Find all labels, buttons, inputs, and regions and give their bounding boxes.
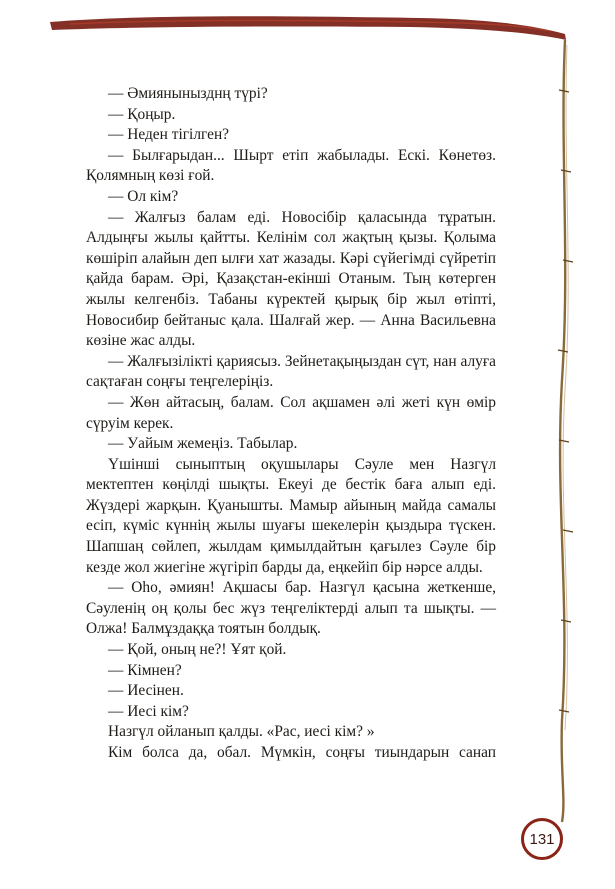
paragraph: — Иесінен. (108, 682, 184, 700)
rope-line (560, 40, 565, 822)
paragraph: — Уайым жемеңіз. Табылар. (108, 435, 298, 453)
top-brush-stroke (50, 16, 566, 40)
paragraph: — Қоңыр. (108, 105, 176, 123)
paragraph: — Кімнен? (108, 661, 182, 679)
paragraph: — Неден тігілген? (108, 126, 230, 144)
paragraph: Кім болса да, обал. Мүмкін, соңғы тиындарын санап (108, 744, 496, 761)
paragraph: Назгүл ойланып қалды. «Рас, иесі кім? » (108, 723, 375, 741)
paragraph: — Әмиянынызднң түрі? (108, 85, 268, 102)
paragraph: — Ол кім? (108, 187, 179, 205)
page-text (86, 84, 496, 764)
paragraph: — Оһо, әмиян! Ақшасы бар. Назгүл қасына жеткенше, Сәуленің оң қолы бес жүз теңгеліктерді алып та шықты. — Олжа! Балмұздаққа тоятын болдық. (86, 579, 496, 638)
paragraph: — Қой, оның не?! Ұят қой. (108, 641, 287, 659)
paragraph: — Иесі кім? (108, 702, 189, 720)
page-number: 131 (521, 818, 563, 860)
paragraph: — Жалғыз балам еді. Новосібір қаласында тұратын. Алдыңғы жылы қайтты. Келінім сол жақтың қызы. Қолыма көшіріп алайын деп ылғи хат жазады. Кәрі сүйегімді сүйретіп қайда барам. Әрі, Қазақстан-екінші Отаным. Тың көтерген жылы келгенбіз. Табаны күректей қырық бір жыл өтіпті, Новосибир бейтаныс қала. Шалғай жер. — Анна Васильевна көзіне жас алды. (86, 208, 496, 350)
paragraph: Үшінші сыныптың оқушылары Сәуле мен Назгүл мектептен көңілді шықты. Екеуі де бестік баға алып еді. Жүздері жарқын. Қуанышты. Мамыр айының майда самалы есіп, күміс күннің жылы шуағы шекелерін қыздыра түскен. Шапшаң сөйлеп, жылдам қимылдайтын қағылез Сәуле бір кезде жол жиегіне жүгіріп барды да, еңкейіп бір нәрсе алды. (86, 455, 496, 576)
paragraph: — Былғарыдан... Шырт етіп жабылады. Ескі. Көнетөз. Қолямның көзі ғой. (86, 146, 496, 185)
paragraph: — Жөн айтасың, балам. Сол ақшамен әлі жеті күн өмір сүруім керек. (86, 393, 496, 432)
paragraph: — Жалғызілікті қариясыз. Зейнетақыңыздан сүт, нан алуға сақтаған соңғы теңгелеріңіз. (86, 352, 496, 391)
